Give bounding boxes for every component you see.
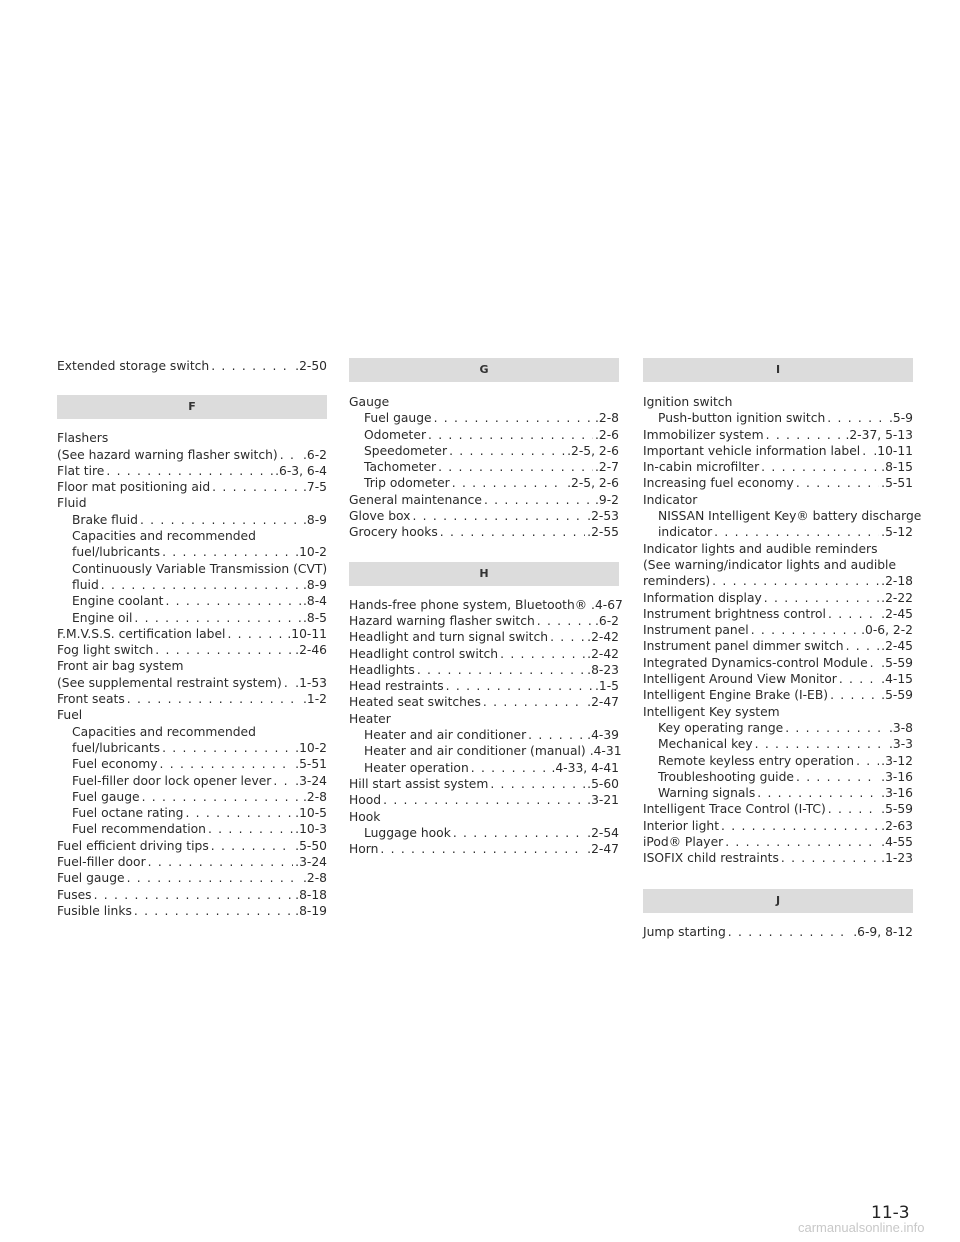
index-entry: Indicator lights and audible reminders (643, 541, 878, 556)
index-subentry: Continuously Variable Transmission (CVT) (72, 561, 328, 576)
index-subentry: Capacities and recommended (72, 529, 256, 544)
index-subentry: Fuel-filler door lock opener lever . . . .3-24 (57, 773, 327, 789)
index-entry: Instrument panel . . . .0-6, 2-2 (643, 622, 913, 638)
index-entry: Fuses . . . .8-18 (57, 887, 327, 903)
index-entry: Indicator (643, 492, 698, 507)
index-subentry: Heater and air conditioner (manual) .4-31 (364, 744, 622, 759)
index-entry: Information display . . . .2-22 (643, 590, 913, 606)
index-subentry: Fuel economy . . . .5-51 (57, 756, 327, 772)
index-entry: Extended storage switch . . . .2-50 (57, 358, 327, 374)
index-entry: Hood . . . .3-21 (349, 792, 619, 808)
index-subentry: Odometer . . . .2-6 (349, 427, 619, 443)
index-entry: Hook (349, 809, 381, 824)
index-entry: reminders) . . . .2-18 (643, 573, 913, 589)
index-entry: Head restraints . . . .1-5 (349, 678, 619, 694)
index-entry: Heater (349, 711, 391, 726)
index-entry: Heated seat switches . . . .2-47 (349, 694, 619, 710)
index-entry: Fog light switch . . . .2-46 (57, 642, 327, 658)
index-subentry: Remote keyless entry operation . . . .3-12 (643, 753, 913, 769)
index-entry: Important vehicle information label . . . .10-11 (643, 443, 913, 459)
index-subentry: indicator . . . .5-12 (643, 524, 913, 540)
index-entry: Flashers (57, 431, 109, 446)
index-entry: Increasing fuel economy . . . .5-51 (643, 475, 913, 491)
index-subentry: Key operating range . . . .3-8 (643, 720, 913, 736)
index-entry: Headlights . . . .8-23 (349, 662, 619, 678)
index-entry: General maintenance . . . .9-2 (349, 492, 619, 508)
index-entry: iPod® Player . . . .4-55 (643, 834, 913, 850)
index-entry: Fuel-filler door . . . .3-24 (57, 854, 327, 870)
index-subentry: Troubleshooting guide . . . .3-16 (643, 769, 913, 785)
index-entry: Immobilizer system . . . .2-37, 5-13 (643, 427, 913, 443)
index-subentry: Fuel recommendation . . . .10-3 (57, 821, 327, 837)
section-header-f: F (57, 395, 327, 419)
index-entry: Fuel gauge . . . .2-8 (57, 870, 327, 886)
page-number: 11-3 (871, 1203, 910, 1223)
index-column-1 (57, 358, 327, 919)
index-entry: Floor mat positioning aid . . . .7-5 (57, 479, 327, 495)
index-entry: Intelligent Trace Control (I-TC) . . . .5-59 (643, 801, 913, 817)
index-entry: In-cabin microfilter . . . .8-15 (643, 459, 913, 475)
index-entry: Ignition switch (643, 395, 733, 409)
watermark: carmanualsonline.info (798, 1220, 925, 1235)
section-header-g: G (349, 358, 619, 382)
index-column-2 (349, 358, 623, 857)
index-entry: Horn . . . .2-47 (349, 841, 619, 857)
index-subentry: NISSAN Intelligent Key® battery discharge (658, 509, 922, 524)
section-header-i: I (643, 358, 913, 382)
index-subentry: Speedometer . . . .2-5, 2-6 (349, 443, 619, 459)
index-subentry: Trip odometer . . . .2-5, 2-6 (349, 475, 619, 491)
index-entry: Fusible links . . . .8-19 (57, 903, 327, 919)
index-subentry: Fuel gauge . . . .2-8 (57, 789, 327, 805)
index-entry: Headlight control switch . . . .2-42 (349, 646, 619, 662)
index-entry: Hazard warning flasher switch . . . .6-2 (349, 613, 619, 629)
index-entry: Intelligent Engine Brake (I-EB) . . . .5-59 (643, 687, 913, 703)
index-column-3 (643, 358, 922, 940)
index-entry: Fluid (57, 496, 87, 511)
index-entry: Grocery hooks . . . .2-55 (349, 524, 619, 540)
index-entry: Gauge (349, 395, 390, 409)
index-subentry: Luggage hook . . . .2-54 (349, 825, 619, 841)
index-subentry: Engine coolant . . . .8-4 (57, 593, 327, 609)
index-entry: Intelligent Key system (643, 704, 780, 719)
index-entry: Front air bag system (57, 659, 184, 674)
index-subentry: fluid . . . .8-9 (57, 577, 327, 593)
index-entry: Fuel (57, 708, 83, 723)
index-entry: Front seats . . . .1-2 (57, 691, 327, 707)
index-subentry: Brake fluid . . . .8-9 (57, 512, 327, 528)
index-entry: Jump starting . . . .6-9, 8-12 (643, 924, 913, 940)
index-entry: Hill start assist system . . . .5-60 (349, 776, 619, 792)
index-entry: ISOFIX child restraints . . . .1-23 (643, 850, 913, 866)
index-entry: F.M.V.S.S. certification label . . . .10-11 (57, 626, 327, 642)
index-subentry: Engine oil . . . .8-5 (57, 610, 327, 626)
index-entry: (See supplemental restraint system) . . . .1-53 (57, 675, 327, 691)
index-entry: Glove box . . . .2-53 (349, 508, 619, 524)
index-subentry: Heater and air conditioner . . . .4-39 (349, 727, 619, 743)
index-entry: Instrument brightness control . . . .2-45 (643, 606, 913, 622)
index-entry: (See warning/indicator lights and audible (643, 557, 897, 572)
index-entry: Interior light . . . .2-63 (643, 818, 913, 834)
index-subentry: Fuel gauge . . . .2-8 (349, 410, 619, 426)
section-header-j: J (643, 889, 913, 913)
index-subentry: Capacities and recommended (72, 724, 256, 739)
index-entry: Intelligent Around View Monitor . . . .4-15 (643, 671, 913, 687)
index-subentry: Heater operation . . . .4-33, 4-41 (349, 760, 619, 776)
index-entry: (See hazard warning flasher switch) . . . .6-2 (57, 447, 327, 463)
index-entry: Hands-free phone system, Bluetooth® .4-67 (349, 597, 623, 612)
index-subentry: Fuel octane rating . . . .10-5 (57, 805, 327, 821)
index-subentry: Warning signals . . . .3-16 (643, 785, 913, 801)
index-subentry: Push-button ignition switch . . . .5-9 (643, 410, 913, 426)
index-subentry: Mechanical key . . . .3-3 (643, 736, 913, 752)
index-entry: Flat tire . . . .6-3, 6-4 (57, 463, 327, 479)
index-entry: Instrument panel dimmer switch . . . .2-45 (643, 638, 913, 654)
section-header-h: H (349, 562, 619, 586)
index-subentry: Tachometer . . . .2-7 (349, 459, 619, 475)
index-entry: Fuel efficient driving tips . . . .5-50 (57, 838, 327, 854)
index-subentry: fuel/lubricants . . . .10-2 (57, 740, 327, 756)
index-subentry: fuel/lubricants . . . .10-2 (57, 544, 327, 560)
index-entry: Integrated Dynamics-control Module . . . .5-59 (643, 655, 913, 671)
index-entry: Headlight and turn signal switch . . . .2-42 (349, 629, 619, 645)
